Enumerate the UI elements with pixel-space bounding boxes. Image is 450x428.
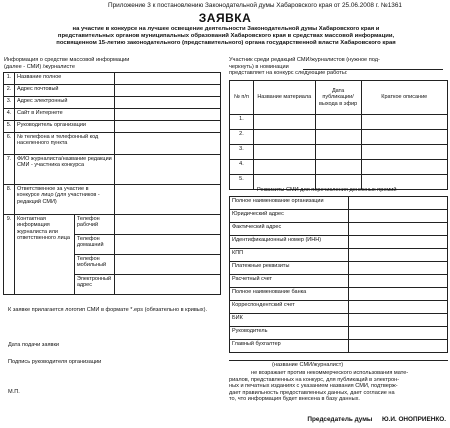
row-label: ФИО журналиста/название редакции СМИ - участника конкурса (14, 155, 114, 185)
value-cell[interactable] (315, 115, 361, 130)
row-label: Название полное (14, 73, 114, 85)
appendix-note: Приложение 3 к постановлению Законодательной думы Хабаровского края от 25.06.2008 г. №1361 (108, 2, 402, 9)
row-number: 7. (4, 155, 15, 185)
value-cell[interactable] (361, 160, 448, 175)
table-row (230, 223, 448, 236)
value-cell[interactable] (253, 160, 315, 175)
table-row (4, 121, 221, 133)
value-cell[interactable] (253, 115, 315, 130)
works-table (229, 80, 448, 190)
table-row (4, 85, 221, 97)
value-cell[interactable] (253, 130, 315, 145)
table-row (230, 314, 448, 327)
consent-line: то, что информация будет внесена в базу данных. (229, 396, 360, 403)
bank-details-title: Реквизиты СМИ для перечисления денежных премий (257, 187, 397, 193)
table-row (230, 145, 448, 160)
works-intro (229, 57, 449, 77)
row-label: Ответственное за участие в конкурсе лицо (для участников - редакций СМИ) (14, 185, 114, 215)
media-name-caption: (название СМИ/журналист) (272, 362, 344, 368)
table-row (230, 249, 448, 262)
row-label: БИК (230, 314, 349, 327)
row-label: КПП (230, 249, 349, 262)
row-number: 8. (4, 185, 15, 215)
consent-text (229, 370, 450, 403)
row-number: 3. (230, 145, 254, 160)
row-label: Юридический адрес (230, 210, 349, 223)
media-info-title-line: (далее - СМИ) /журналисте (4, 63, 75, 70)
value-cell[interactable] (348, 223, 447, 236)
row-label: № телефона и телефонный код населенного пункта (14, 133, 114, 155)
row-number: 1. (4, 73, 15, 85)
chairman-signature (0, 416, 446, 423)
logo-note: К заявке прилагается логотип СМИ в формате *.eps (обязательно в кривых). (8, 307, 208, 313)
row-number: 6. (4, 133, 15, 155)
value-cell[interactable] (315, 145, 361, 160)
sub-label: Телефон домашний (74, 235, 114, 255)
row-label: Адрес почтовый (14, 85, 114, 97)
table-row (4, 155, 221, 185)
table-row (4, 133, 221, 155)
table-row (230, 327, 448, 340)
row-label: Полное наименование банка (230, 288, 349, 301)
value-cell[interactable] (348, 327, 447, 340)
table-header-row (230, 81, 448, 115)
table-row (230, 210, 448, 223)
value-cell[interactable] (253, 145, 315, 160)
nomination-label: черкнуть) в номинации (229, 63, 289, 70)
seal-placeholder: М.П. (8, 389, 20, 395)
media-name-field[interactable] (229, 360, 448, 361)
row-label: Корреспондентский счет (230, 301, 349, 314)
intro-line: на участие в конкурсе на лучшее освещение деятельности Законодательной думы Хабаровского края и (72, 26, 380, 32)
works-intro-line: представляет на конкурс следующие работы: (229, 70, 348, 77)
row-label: Руководитель организации (14, 121, 114, 133)
row-number: 2. (4, 85, 15, 97)
value-cell[interactable] (348, 288, 447, 301)
column-header: Краткое описание (361, 81, 448, 115)
value-cell[interactable] (348, 275, 447, 288)
row-number: 4. (230, 160, 254, 175)
nomination-line (229, 64, 449, 71)
media-info-table (3, 72, 221, 295)
media-info-title (4, 57, 219, 70)
sub-label: Электронный адрес (74, 275, 114, 295)
value-cell[interactable] (114, 255, 220, 275)
date-label: Дата подачи заявки (8, 342, 60, 348)
value-cell[interactable] (361, 145, 448, 160)
value-cell[interactable] (114, 121, 220, 133)
value-cell[interactable] (315, 130, 361, 145)
table-row (230, 236, 448, 249)
value-cell[interactable] (114, 185, 220, 215)
row-label: Фактический адрес (230, 223, 349, 236)
row-number: 5. (4, 121, 15, 133)
column-header: № п/п (230, 81, 254, 115)
table-row (230, 130, 448, 145)
value-cell[interactable] (348, 210, 447, 223)
chairman-title: Председатель думы (307, 416, 373, 423)
value-cell[interactable] (114, 155, 220, 185)
consent-line: дает правильность предоставленных данных, дает согласие на (229, 389, 395, 396)
intro-line: представительных органов муниципальных образований Хабаровского края в средствах массовой информации, (57, 33, 395, 40)
table-row (4, 73, 221, 85)
value-cell[interactable] (114, 275, 220, 295)
table-row (230, 275, 448, 288)
value-cell[interactable] (348, 249, 447, 262)
table-row (230, 160, 448, 175)
value-cell[interactable] (348, 340, 447, 353)
column-header: Название материала (253, 81, 315, 115)
chairman-name: Ю.И. ОНОПРИЕНКО. (381, 416, 446, 423)
table-row (230, 197, 448, 210)
value-cell[interactable] (114, 109, 220, 121)
row-number: 1. (230, 115, 254, 130)
consent-line: не возражает против некоммерческого использования мате- (251, 370, 409, 376)
row-label: Идентификационный номер (ИНН) (230, 236, 349, 249)
value-cell[interactable] (348, 197, 447, 210)
signature-label: Подпись руководителя организации (8, 359, 102, 365)
value-cell[interactable] (348, 262, 447, 275)
table-row (230, 115, 448, 130)
row-label: Сайт в Интернете (14, 109, 114, 121)
value-cell[interactable] (114, 235, 220, 255)
row-label: Полное наименование организации (230, 197, 349, 210)
row-number: 9. (4, 215, 15, 295)
value-cell[interactable] (114, 73, 220, 85)
consent-line: ных и печатных изданиях с указанием названия СМИ, подтверж- (229, 383, 398, 390)
row-number: 2. (230, 130, 254, 145)
row-label: Руководитель (230, 327, 349, 340)
table-row (4, 109, 221, 121)
table-row (230, 262, 448, 275)
value-cell[interactable] (348, 301, 447, 314)
value-cell[interactable] (114, 85, 220, 97)
sub-label: Телефон рабочий (74, 215, 114, 235)
value-cell[interactable] (315, 160, 361, 175)
bank-details-table (229, 196, 448, 353)
document-title: ЗАЯВКА (198, 11, 252, 25)
table-row (230, 301, 448, 314)
value-cell[interactable] (114, 97, 220, 109)
intro-text (6, 26, 446, 48)
row-number: 3. (4, 97, 15, 109)
table-row (230, 340, 448, 353)
row-label: Контактная информация журналиста или ответственного лица (14, 215, 74, 295)
row-label: Главный бухгалтер (230, 340, 349, 353)
value-cell[interactable] (348, 236, 447, 249)
works-intro-line: Участник среди редакций СМИ/журналистов (нужное под- (229, 57, 380, 63)
table-row (4, 185, 221, 215)
table-row (230, 288, 448, 301)
nomination-field[interactable] (303, 69, 443, 70)
row-number: 4. (4, 109, 15, 121)
row-label: Расчетный счет (230, 275, 349, 288)
value-cell[interactable] (361, 115, 448, 130)
table-row (4, 97, 221, 109)
value-cell[interactable] (114, 215, 220, 235)
media-info-title-line: Информация о средстве массовой информации (4, 57, 130, 63)
intro-line: посвященном 15-летию законодательного (представительного) органа государственной власти Хабаровского края (56, 40, 396, 47)
table-row (4, 215, 221, 235)
value-cell[interactable] (348, 314, 447, 327)
row-label: Адрес электронный (14, 97, 114, 109)
value-cell[interactable] (361, 130, 448, 145)
value-cell[interactable] (114, 133, 220, 155)
column-header: Дата публикации/выхода в эфир (315, 81, 361, 115)
consent-line: риалов, представленных на конкурс, для публикаций в электрон- (229, 376, 400, 383)
row-number: 5. (230, 175, 254, 190)
row-label: Платежные реквизиты (230, 262, 349, 275)
sub-label: Телефон мобильный (74, 255, 114, 275)
